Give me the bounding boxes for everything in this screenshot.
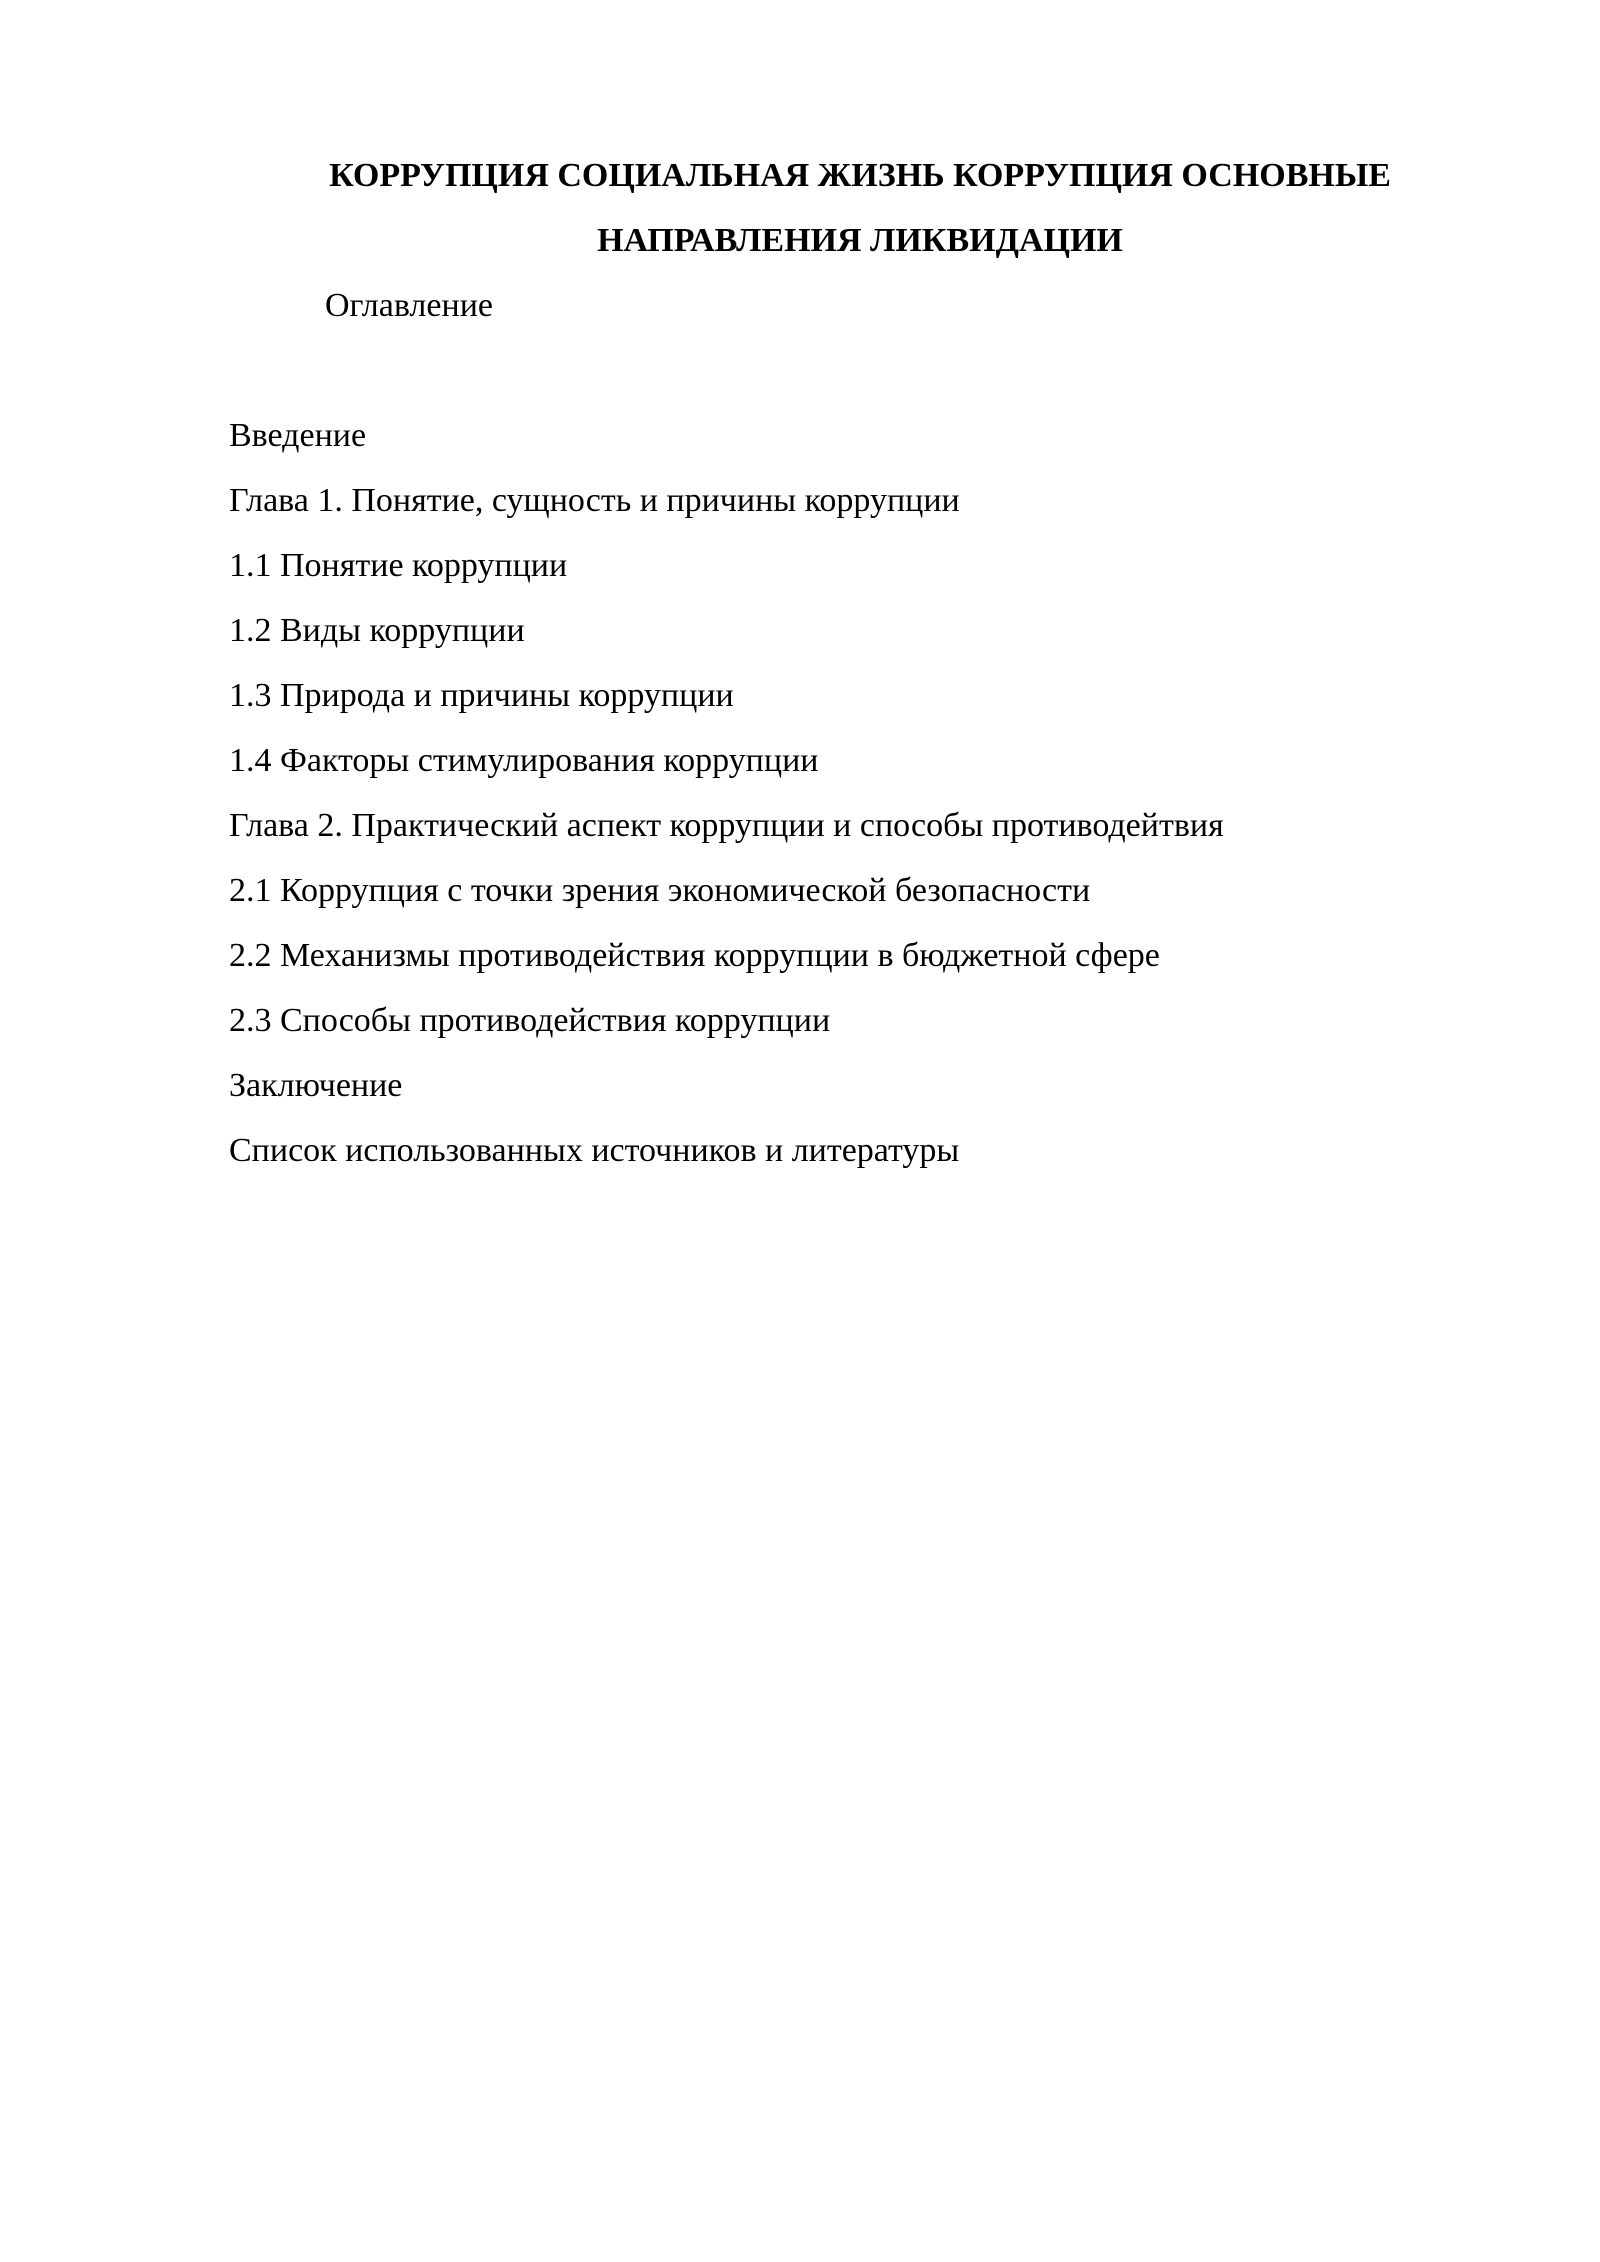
toc-item-1-4: 1.4 Факторы стимулирования коррупции (229, 742, 819, 779)
toc-item-chapter-2: Глава 2. Практический аспект коррупции и способы противодейтвия (229, 807, 1224, 844)
toc-item-1-2: 1.2 Виды коррупции (229, 612, 525, 649)
toc-item-1-3: 1.3 Природа и причины коррупции (229, 677, 734, 714)
toc-item-1-1: 1.1 Понятие коррупции (229, 547, 568, 584)
toc-item-chapter-1: Глава 1. Понятие, сущность и причины коррупции (229, 482, 960, 519)
document-title: КОРРУПЦИЯ СОЦИАЛЬНАЯ ЖИЗНЬ КОРРУПЦИЯ ОСНОВНЫЕ НАПРАВЛЕНИЯ ЛИКВИДАЦИИ (329, 157, 1391, 259)
toc-item-references: Список использованных источников и литературы (229, 1132, 960, 1169)
toc-item-2-2: 2.2 Механизмы противодействия коррупции в бюджетной сфере (229, 937, 1160, 974)
toc-item-2-3: 2.3 Способы противодействия коррупции (229, 1002, 831, 1039)
toc-item-introduction: Введение (229, 417, 367, 454)
toc-item-conclusion: Заключение (229, 1067, 403, 1104)
toc-heading: Оглавление (325, 287, 493, 324)
table-of-contents (229, 408, 1224, 1188)
toc-item-2-1: 2.1 Коррупция с точки зрения экономической безопасности (229, 872, 1091, 909)
